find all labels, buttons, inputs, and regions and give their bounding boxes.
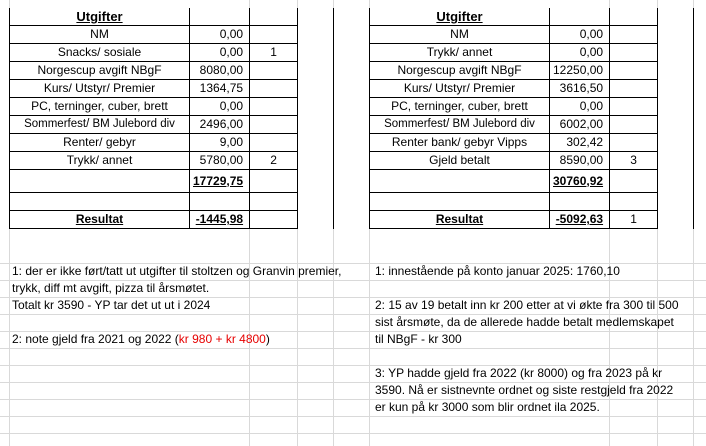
left-note-2: 2: note gjeld fra 2021 og 2022 (kr 980 + kr 4800) xyxy=(12,332,270,346)
table-row: Gjeld betalt 8590,00 3 xyxy=(370,152,694,170)
table-row: Sommerfest/ BM Julebord div 2496,00 xyxy=(10,116,334,134)
right-ledger xyxy=(369,8,694,229)
left-total: 17729,75 xyxy=(190,170,250,193)
right-total: 30760,92 xyxy=(550,170,610,193)
table-row: Renter/ gebyr 9,00 xyxy=(10,134,334,152)
right-result-value: -5092,63 xyxy=(550,211,610,229)
result-row xyxy=(370,211,694,229)
left-note-2-highlight: kr 980 + kr 4800 xyxy=(178,332,266,346)
right-result-note: 1 xyxy=(610,211,658,229)
table-row: Norgescup avgift NBgF 12250,00 xyxy=(370,62,694,80)
right-expense-table xyxy=(369,8,694,229)
table-row: Snacks/ sosiale 0,00 1 xyxy=(10,44,334,62)
table-row: Sommerfest/ BM Julebord div 6002,00 xyxy=(370,116,694,134)
left-ledger xyxy=(9,8,334,229)
left-title: Utgifter xyxy=(10,8,190,26)
right-header-row xyxy=(370,8,694,26)
table-row: Trykk/ annet 5780,00 2 xyxy=(10,152,334,170)
table-row: Renter bank/ gebyr Vipps 302,42 xyxy=(370,134,694,152)
right-note-2: 2: 15 av 19 betalt inn kr 200 etter at vi økte fra 300 til 500 sist årsmøte, da de allerede hadde betalt medlemskapet til NBgF - kr 300 xyxy=(375,298,679,346)
right-title: Utgifter xyxy=(370,8,550,26)
left-expense-table xyxy=(9,8,334,229)
total-row xyxy=(370,170,694,193)
right-note-3: 3: YP hadde gjeld fra 2022 (kr 8000) og fra 2023 på kr 3590. Nå er sistnevnte ordnet og siste restgjeld fra 2022 er kun på kr 3000 som blir ordnet ila 2025. xyxy=(375,366,674,414)
table-row: Norgescup avgift NBgF 8080,00 xyxy=(10,62,334,80)
right-note-1: 1: innestående på konto januar 2025: 1760,10 xyxy=(375,264,620,278)
table-row: Kurs/ Utstyr/ Premier 3616,50 xyxy=(370,80,694,98)
total-row xyxy=(10,170,334,193)
table-row: NM 0,00 xyxy=(10,26,334,44)
table-row: PC, terninger, cuber, brett 0,00 xyxy=(10,98,334,116)
left-note-1b: Totalt kr 3590 - YP tar det ut ut i 2024 xyxy=(12,298,211,312)
left-result-label: Resultat xyxy=(10,211,190,229)
table-row: PC, terninger, cuber, brett 0,00 xyxy=(370,98,694,116)
table-row: Kurs/ Utstyr/ Premier 1364,75 xyxy=(10,80,334,98)
left-header-row xyxy=(10,8,334,26)
result-row xyxy=(10,211,334,229)
right-notes xyxy=(375,263,680,416)
right-result-label: Resultat xyxy=(370,211,550,229)
table-row: NM 0,00 xyxy=(370,26,694,44)
table-row: Trykk/ annet 0,00 xyxy=(370,44,694,62)
left-notes xyxy=(12,263,342,348)
left-result-value: -1445,98 xyxy=(190,211,250,229)
left-note-1: 1: der er ikke ført/tatt ut utgifter til stoltzen og Granvin premier, trykk, diff mt avgift, pizza til årsmøtet. xyxy=(12,264,342,295)
